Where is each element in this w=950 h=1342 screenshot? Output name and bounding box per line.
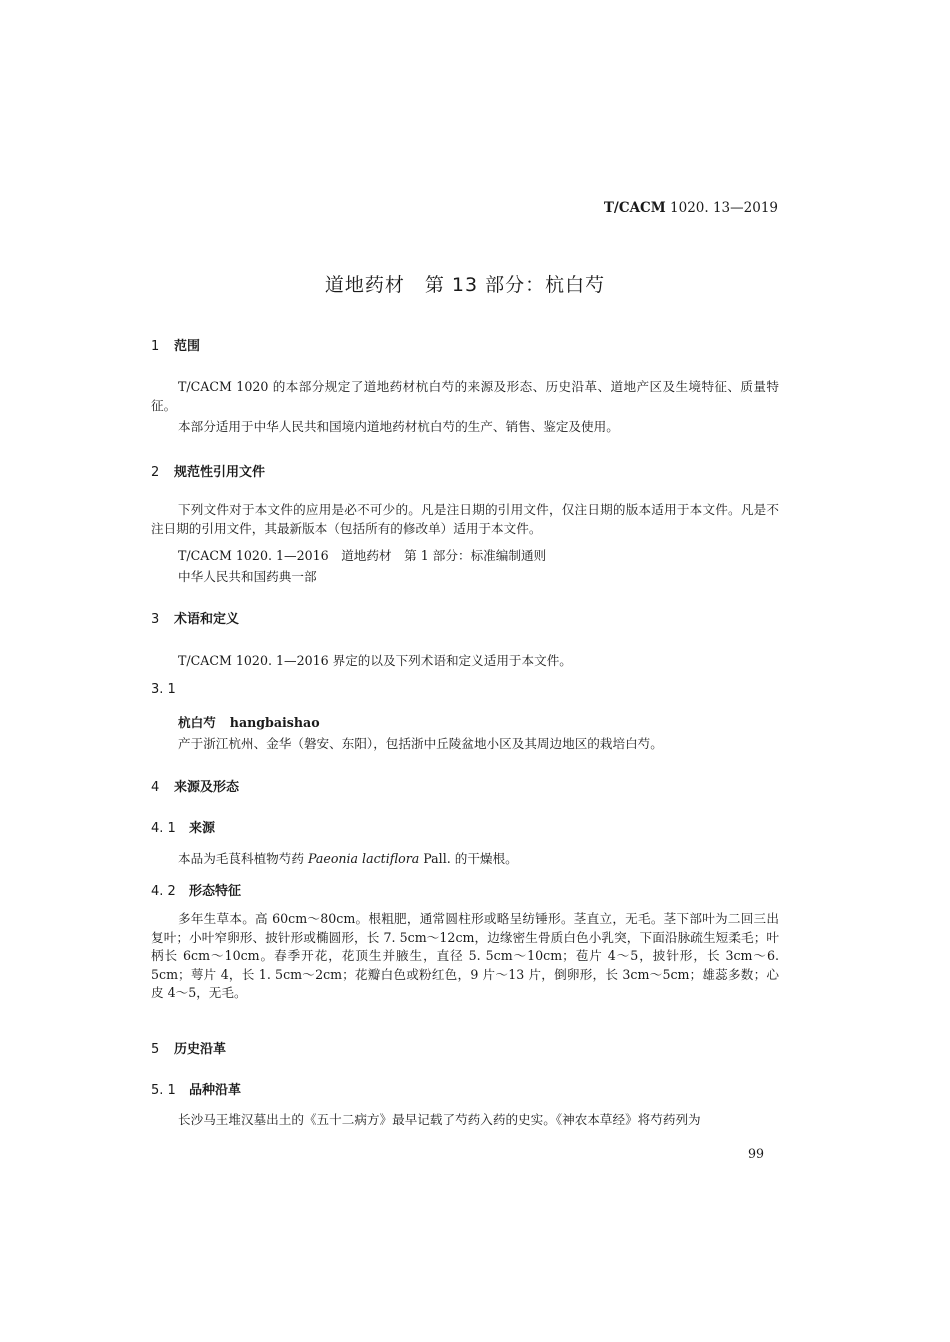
subsection-5-1-heading: 5. 1 品种沿革 (151, 1083, 242, 1098)
reference-1: T/CACM 1020. 1—2016 道地药材 第 1 部分：标准编制通则 (178, 548, 547, 563)
morphology-paragraph: 多年生草本。高 60cm～80cm。根粗肥，通常圆柱形或略呈纺锤形。茎直立，无毛。茎下部叶为二回三出复叶；小叶窄卵形、披针形或椭圆形，长 7. 5cm～12cm，边缘密生骨质白色小乳突，下面沿脉疏生短柔毛；叶柄长 6cm～10cm。春季开花，花顶生并腋生，直径 5. 5cm～10cm；苞片 4～5，披针形，长 3cm～6. 5cm；萼片 4，长 1. 5cm～2cm；花瓣白色或粉红色，9 片～13 片，倒卵形，长 3cm～5cm；雄蕊多数；心皮 4～5，无毛。 (151, 911, 779, 1001)
section-2-paragraph: 下列文件对于本文件的应用是必不可少的。凡是注日期的引用文件，仅注日期的版本适用于本文件。凡是不注日期的引用文件，其最新版本（包括所有的修改单）适用于本文件。 (151, 502, 779, 536)
latin-name: Paeonia lactiflora (307, 851, 420, 866)
section-3-paragraph: T/CACM 1020. 1—2016 界定的以及下列术语和定义适用于本文件。 (178, 653, 572, 668)
page-number: 99 (747, 1146, 764, 1161)
term-definition: 产于浙江杭州、金华（磐安、东阳），包括浙中丘陵盆地小区及其周边地区的栽培白芍。 (178, 736, 663, 751)
page-title: 道地药材 第 13 部分：杭白芍 (324, 274, 606, 296)
section-2-heading: 2 规范性引用文件 (151, 465, 266, 480)
section-1-heading: 1 范围 (151, 339, 201, 354)
section-3-heading: 3 术语和定义 (151, 612, 240, 627)
standard-code: T/CACM 1020. 13—2019 (603, 200, 778, 216)
section-5-heading: 5 历史沿革 (151, 1042, 227, 1057)
section-4-heading: 4 来源及形态 (151, 780, 240, 795)
section-1-paragraph-2: 本部分适用于中华人民共和国境内道地药材杭白芍的生产、销售、鉴定及使用。 (178, 419, 619, 434)
subsection-4-2-heading: 4. 2 形态特征 (151, 884, 242, 899)
subsection-4-1-heading: 4. 1 来源 (151, 821, 216, 836)
subsection-3-1-number: 3. 1 (151, 682, 176, 697)
reference-2: 中华人民共和国药典一部 (178, 569, 317, 584)
source-paragraph: 本品为毛茛科植物芍药 Paeonia lactiflora Pall. 的干燥根。 (178, 851, 518, 866)
section-1-paragraph-1: T/CACM 1020 的本部分规定了道地药材杭白芍的来源及形态、历史沿革、道地产区及生境特征、质量特征。 (151, 379, 779, 413)
history-paragraph: 长沙马王堆汉墓出土的《五十二病方》最早记载了芍药入药的史实。《神农本草经》将芍药列为 (178, 1112, 701, 1127)
term-entry: 杭白芍 hangbaishao (178, 715, 320, 730)
